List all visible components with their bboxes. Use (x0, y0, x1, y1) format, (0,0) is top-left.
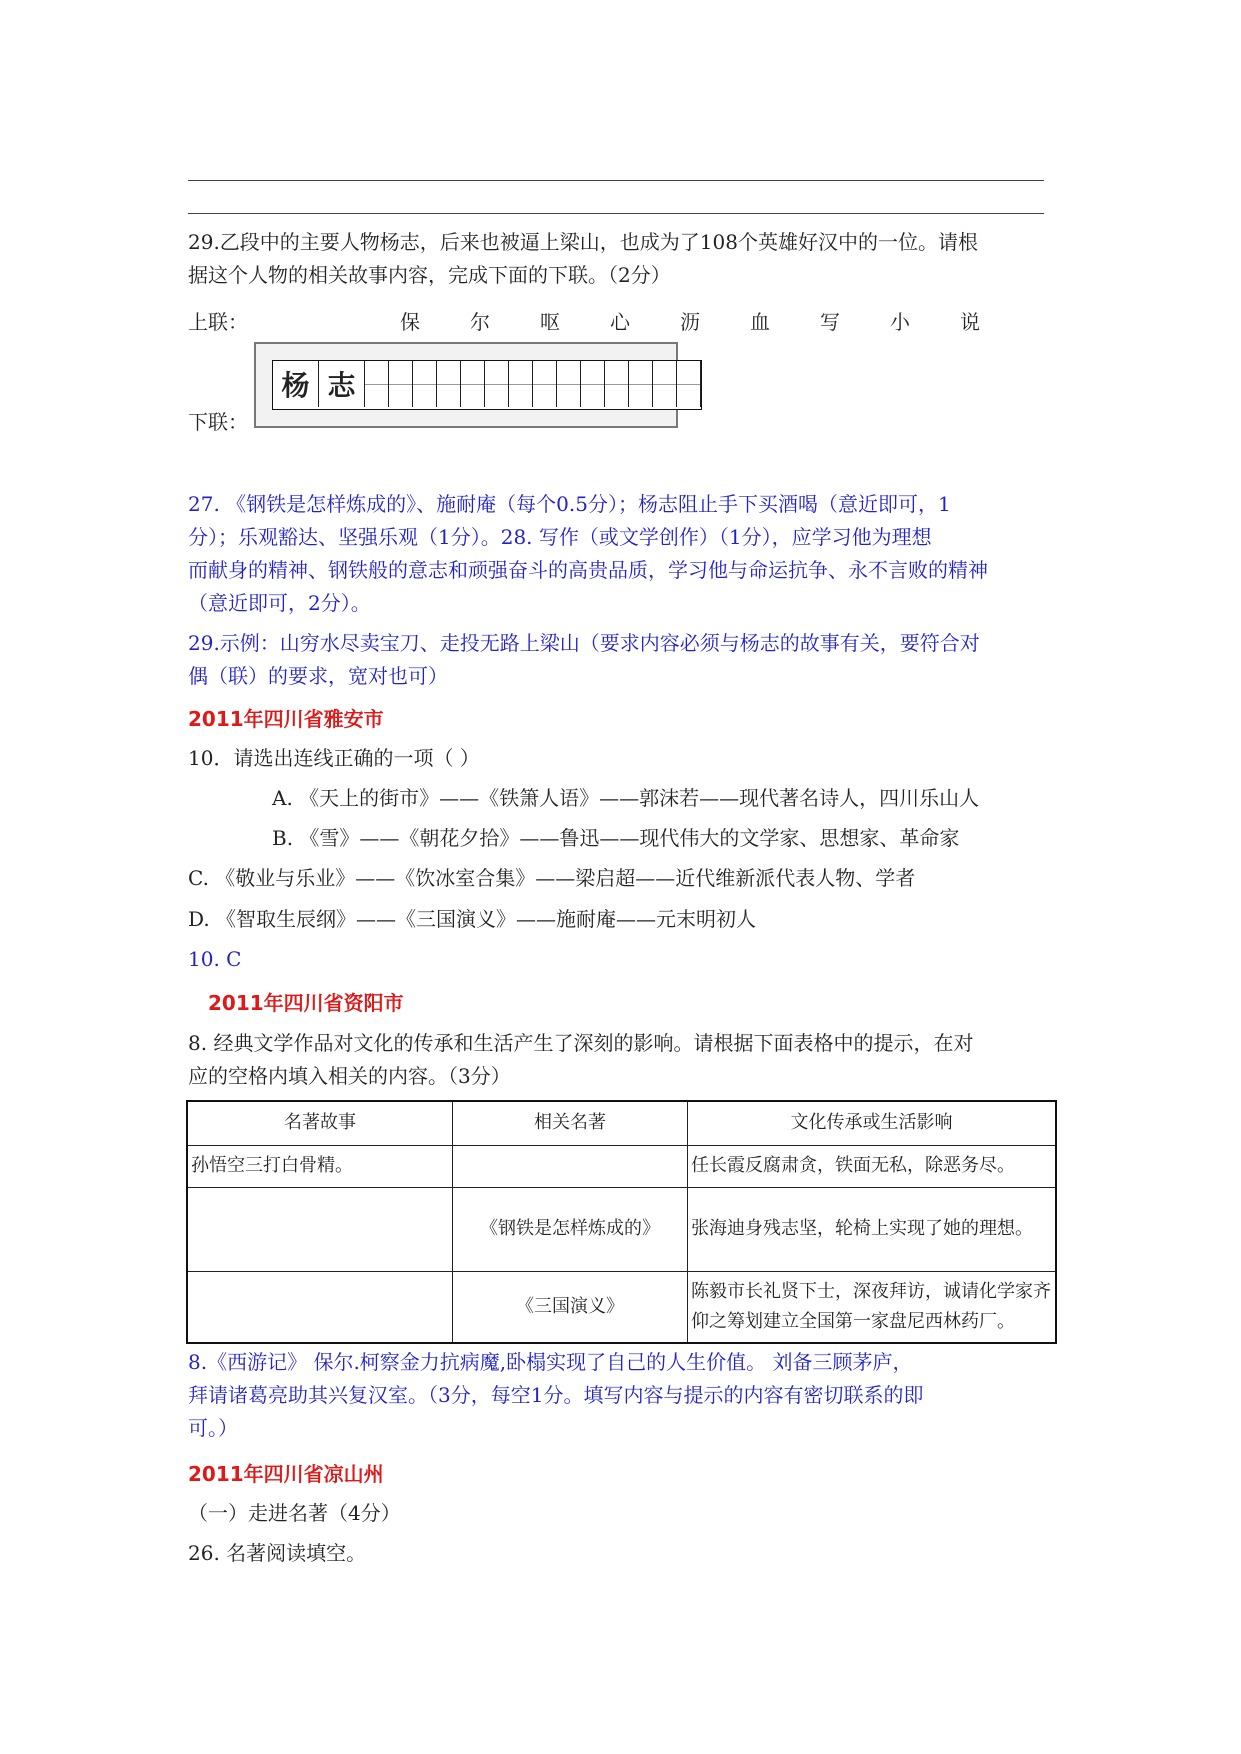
question-29-line2: 据这个人物的相关故事内容，完成下面的下联。（2分） (188, 263, 671, 287)
upper-couplet-char: 心 (610, 310, 630, 334)
answer-text-line: 而献身的精神、钢铁般的意志和顽强奋斗的高贵品质，学习他与命运抗争、永不言败的精神 (188, 558, 988, 582)
table-cell-blank (187, 1271, 453, 1343)
upper-couplet-char: 尔 (470, 310, 490, 334)
lower-couplet-blank-cell (557, 361, 581, 407)
lower-couplet-blank-cell (629, 361, 653, 407)
lower-couplet-blank-cell (413, 361, 437, 407)
table-cell-blank (453, 1145, 688, 1187)
lower-couplet-blank-cell (509, 361, 533, 407)
answer-text-line: 27. 《钢铁是怎样炼成的》、施耐庵（每个0.5分）；杨志阻止手下买酒喝（意近即可，1 (188, 492, 951, 516)
answer-text-line: 偶（联）的要求，宽对也可） (188, 664, 448, 688)
upper-couplet-char: 说 (960, 310, 980, 334)
lower-couplet-blank-cell (461, 361, 485, 407)
upper-couplet-label: 上联： (188, 310, 248, 334)
lower-couplet-blank-cell (485, 361, 509, 407)
lower-couplet-blank-cell (365, 361, 389, 407)
upper-couplet-char: 保 (400, 310, 420, 334)
question-8-line2: 应的空格内填入相关的内容。（3分） (188, 1064, 511, 1088)
answer-8-line2: 拜请诸葛亮助其兴复汉室。（3分，每空1分。填写内容与提示的内容有密切联系的即 (188, 1383, 924, 1407)
table-cell: 《三国演义》 (453, 1271, 688, 1343)
answer-text-line: 29.示例：山穷水尽卖宝刀、走投无路上梁山（要求内容必须与杨志的故事有关，要符合对 (188, 631, 980, 655)
table-header-cell: 文化传承或生活影响 (688, 1101, 1057, 1145)
table-cell: 《钢铁是怎样炼成的》 (453, 1187, 688, 1271)
table-cell-blank (187, 1187, 453, 1271)
literature-table (186, 1100, 1057, 1344)
section-title: （一）走进名著（4分） (188, 1501, 401, 1525)
lower-couplet-blank-cell (437, 361, 461, 407)
question-29-line1: 29.乙段中的主要人物杨志，后来也被逼上梁山，也成为了108个英雄好汉中的一位。请根 (188, 230, 978, 254)
answer-text-line: 分）；乐观豁达、坚强乐观（1分）。28. 写作（或文学创作）（1分），应学习他为理想 (188, 525, 932, 549)
upper-couplet-char: 沥 (680, 310, 700, 334)
option-d: D. 《智取生辰纲》——《三国演义》——施耐庵——元末明初人 (188, 907, 757, 931)
upper-couplet-char: 血 (750, 310, 770, 334)
lower-couplet-char: 杨 (273, 361, 319, 407)
answer-10: 10. C (188, 947, 242, 971)
table-header-cell: 名著故事 (187, 1101, 453, 1145)
table-cell: 任长霞反腐肃贪，铁面无私，除恶务尽。 (688, 1145, 1057, 1187)
option-a: A. 《天上的街市》——《铁箫人语》——郭沫若——现代著名诗人，四川乐山人 (272, 786, 980, 810)
question-26: 26. 名著阅读填空。 (188, 1541, 367, 1565)
option-b: B. 《雪》——《朝花夕拾》——鲁迅——现代伟大的文学家、思想家、革命家 (272, 826, 960, 850)
table-row (187, 1187, 1056, 1271)
answer-line (188, 180, 1044, 181)
table-header-cell: 相关名著 (453, 1101, 688, 1145)
question-8-line1: 8. 经典文学作品对文化的传承和生活产生了深刻的影响。请根据下面表格中的提示，在对 (188, 1031, 974, 1055)
lower-couplet-blank-cell (533, 361, 557, 407)
lower-couplet-blank-cell (605, 361, 629, 407)
answer-line (188, 213, 1044, 214)
lower-couplet-blank-cell (677, 361, 701, 407)
lower-couplet-char: 志 (319, 361, 365, 407)
upper-couplet-char: 小 (890, 310, 910, 334)
answer-8-line3: 可。） (188, 1416, 238, 1440)
answer-text-line: （意近即可，2分）。 (188, 591, 371, 615)
question-10: 10．请选出连线正确的一项（ ） (188, 746, 480, 770)
option-c: C. 《敬业与乐业》——《饮冰室合集》——梁启超——近代维新派代表人物、学者 (188, 866, 916, 890)
table-cell: 陈毅市长礼贤下士，深夜拜访，诚请化学家齐仰之筹划建立全国第一家盘尼西林药厂。 (688, 1271, 1057, 1343)
table-cell: 孙悟空三打白骨精。 (187, 1145, 453, 1187)
upper-couplet (400, 306, 980, 335)
lower-couplet-grid (272, 360, 702, 410)
table-header-row (187, 1101, 1056, 1145)
lower-couplet-grid-image (254, 342, 678, 428)
lower-couplet-label: 下联： (188, 410, 248, 434)
table-row (187, 1145, 1056, 1187)
section-heading-yaan: 2011年四川省雅安市 (188, 707, 384, 731)
upper-couplet-char: 写 (820, 310, 840, 334)
section-heading-ziyang: 2011年四川省资阳市 (208, 991, 404, 1015)
section-heading-liangshan: 2011年四川省凉山州 (188, 1462, 384, 1486)
lower-couplet-blank-cell (581, 361, 605, 407)
table-cell: 张海迪身残志坚，轮椅上实现了她的理想。 (688, 1187, 1057, 1271)
upper-couplet-char: 呕 (540, 310, 560, 334)
lower-couplet-blank-cell (389, 361, 413, 407)
table-row (187, 1271, 1056, 1343)
lower-couplet-blank-cell (653, 361, 677, 407)
answer-8-line1: 8.《西游记》 保尔.柯察金力抗病魔,卧榻实现了自己的人生价值。 刘备三顾茅庐， (188, 1350, 913, 1374)
